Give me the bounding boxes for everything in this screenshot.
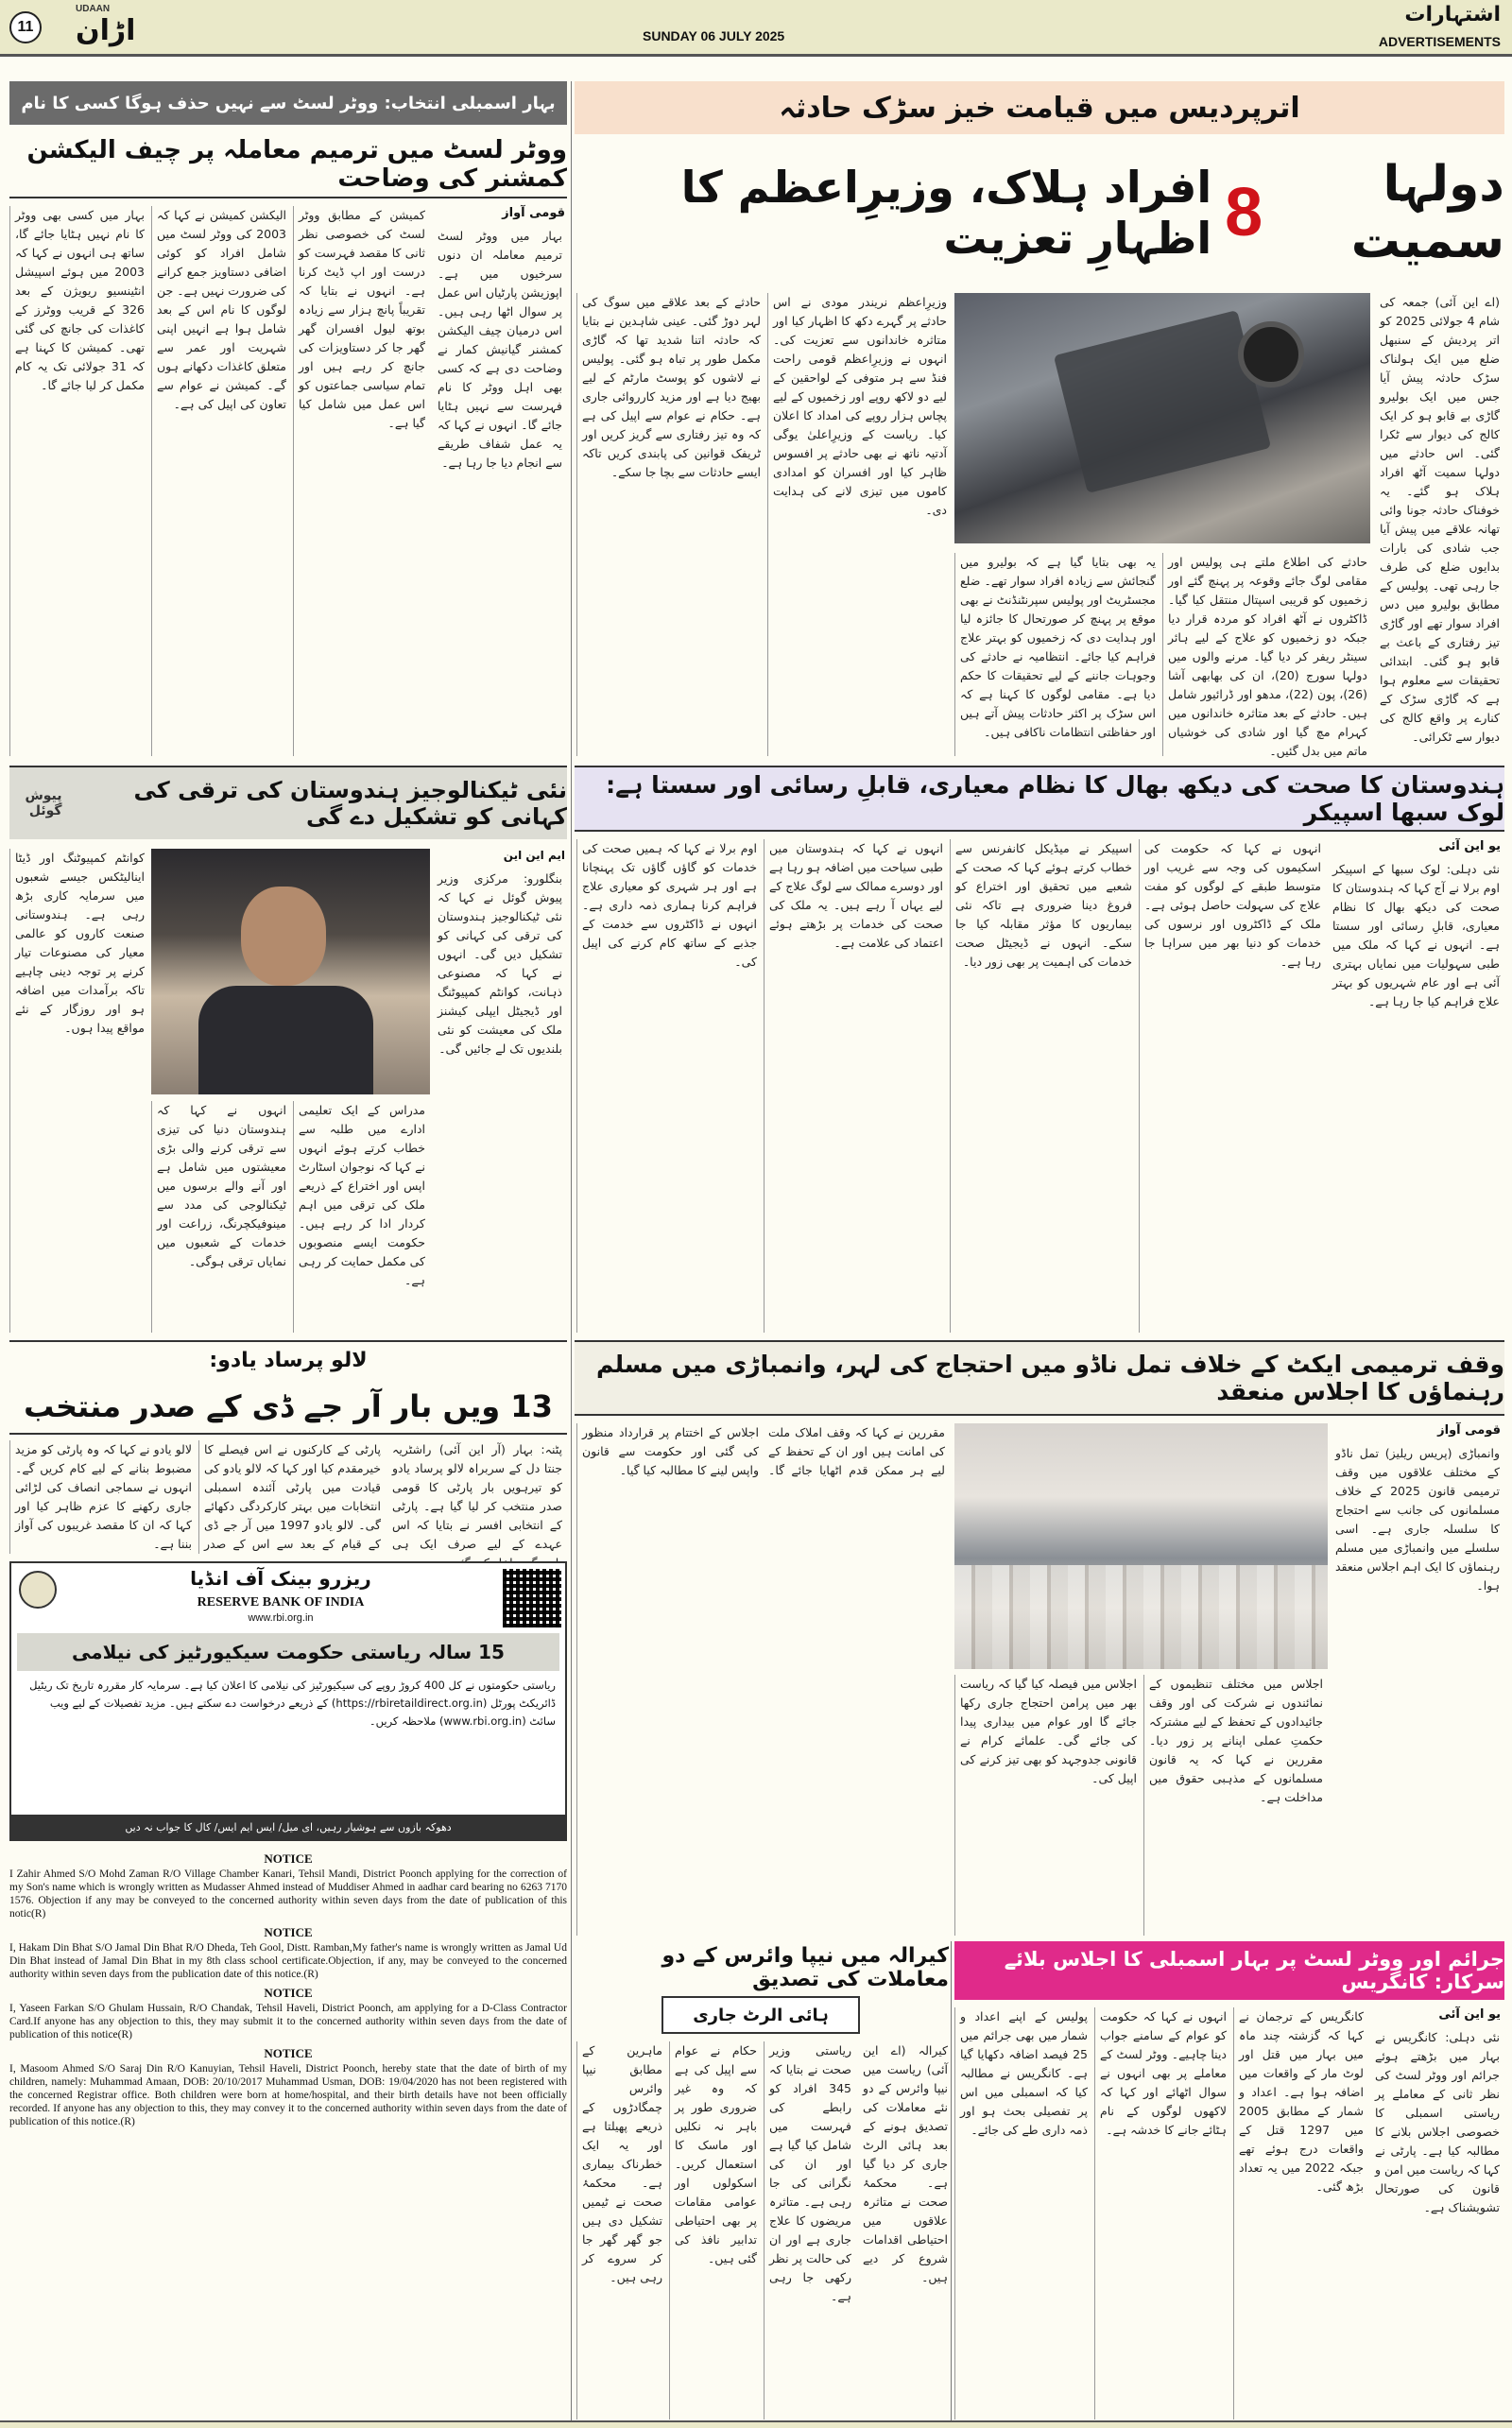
gutter-rule	[951, 1941, 952, 2420]
lead-col-4: وزیرِاعظم نریندر مودی نے اس حادثے پر گہرے دکھ کا اظہار کیا اور متاثرہ خاندانوں سے تعزیت کی۔ انہوں نے وزیرِاعظم قومی راحت فنڈ سے ہر متوفی کے لواحقین کے لیے دو لاکھ روپے اور زخمیوں کے لیے پچاس ہزار روپے کی امداد کا اعلان کیا۔ ریاست کے وزیرِاعلیٰ یوگی آدتیہ ناتھ نے بھی حادثے پر افسوس ظاہر کیا اور افسران کو امدادی کاموں میں تیزی لانے کی ہدایت دی۔	[767, 293, 952, 756]
kerala-col-2: ریاستی وزیر صحت نے بتایا کہ 345 افراد کو رابطے کی فہرست میں شامل کیا گیا ہے اور ان کی نگرانی کی جا رہی ہے۔ متاثرہ مریضوں کا علاج جاری ہے اور ان کی حالت پر نظر رکھی جا رہی ہے۔	[764, 2041, 856, 2419]
crime-col-3: انہوں نے کہا کہ حکومت کو عوام کے سامنے جواب دینا چاہیے۔ ووٹر لسٹ کے معاملے پر بھی انہوں نے سوال اٹھائے اور کہا کہ لاکھوں لوگوں کے نام ہٹائے جانے کا خدشہ ہے۔	[1094, 2007, 1231, 2419]
health-col-4: انہوں نے کہا کہ ہندوستان میں طبی سیاحت میں اضافہ ہو رہا ہے اور دوسرے ممالک سے لوگ علاج کے لیے یہاں آ رہے ہیں۔ یہ ملک کی صحت کی خدمات پر بڑھتے ہوئے اعتماد کی علامت ہے۔	[764, 839, 948, 1333]
waqf-headline-box	[575, 1340, 1504, 1416]
lead-headline-part2: افراد ہلاک، وزیرِاعظم کا اظہارِ تعزیت	[680, 162, 1212, 264]
lead-headline-number: 8	[1225, 175, 1263, 250]
bihar-col-4: بہار میں کسی بھی ووٹر کا نام نہیں ہٹایا جائے گا، ساتھ ہی انہوں نے کہا کہ 2003 میں ہوئے اسپیشل انٹینسیو ریویژن کے بعد 326 کے قریب ووٹرز کے کاغذات کی جانچ کی گئی تھی۔ کمیشن کا کہنا ہے کہ 31 جولائی تک یہ کام مکمل کر لیا جائے گا۔	[9, 206, 149, 756]
kerala-headline: کیرالہ میں نیپا وائرس کے دو معاملات کی تصدیق	[662, 1944, 949, 1991]
kerala-col-1: کیرالہ (اے این آئی) ریاست میں نیپا وائرس کے دو نئے معاملات کی تصدیق ہونے کے بعد ہائی الرٹ جاری کر دیا گیا ہے۔ محکمۂ صحت نے متاثرہ علاقوں میں احتیاطی اقدامات شروع کر دیے ہیں۔	[863, 2043, 948, 2284]
waqf-col-2: اجلاس میں مختلف تنظیموں کے نمائندوں نے شرکت کی اور وقف جائیدادوں کے تحفظ کے لیے مشترکہ حکمتِ عملی اپنانے پر زور دیا۔ مقررین نے کہا کہ یہ قانون مسلمانوں کے مذہبی حقوق میں مداخلت ہے۔	[1143, 1675, 1328, 1936]
notice-text: I, Masoom Ahmed S/O Saraj Din R/O Kanuyian, Tehsil Haveli, District Poonch, hereby state that the date of birth of my children, namely: Muhammad Amaan, DOB: 20/10/2017 Muhammad Usman, DOB: 19/04/2020 has not been registered with the concerned Registrar office. Both children were born at home/hospital, and their birth details have not been officially recorded. If anyone has any objection to this, they may convey it to the concerned authority within seven days from the date of publication of this notice.(R)	[9, 2063, 567, 2127]
health-col-5: اوم برلا نے کہا کہ ہمیں صحت کی خدمات کو گاؤں گاؤں تک پہنچانا ہے اور ہر شہری کو معیاری علاج فراہم کرنا ہماری ذمہ داری ہے۔ انہوں نے ڈاکٹروں سے خدمت کے جذبے کے ساتھ کام کرنے کی اپیل کی۔	[576, 839, 762, 1333]
paper-name-en: UDAAN	[76, 4, 111, 14]
lead-col-3: یہ بھی بتایا گیا ہے کہ بولیرو میں گنجائش سے زیادہ افراد سوار تھے۔ ضلع مجسٹریٹ اور پولیس سپرنٹنڈنٹ نے بھی موقع پر پہنچ کر صورتحال کا جائزہ لیا اور ہدایت دی کہ زخمیوں کو بہتر علاج فراہم کیا جائے۔ انتظامیہ نے حادثے کی وجوہات جاننے کے لیے تحقیقات کا حکم دیا ہے۔ مقامی لوگوں کا کہنا ہے کہ اس سڑک پر اکثر حادثات پیش آتے ہیں اور حفاظتی انتظامات ناکافی ہیں۔	[954, 553, 1160, 756]
health-headline: ہندوستان کا صحت کی دیکھ بھال کا نظام معیاری، قابلِ رسائی اور سستا ہے: لوک سبھا اسپیکر	[606, 771, 1504, 826]
section-title-ur: اشتہارات	[1404, 3, 1501, 26]
bihar-kicker-banner	[9, 81, 567, 125]
piyush-goyal-photo	[151, 849, 430, 1094]
rbi-body: ریاستی حکومتوں نے کل 400 کروڑ روپے کی سیکیورٹیز کی نیلامی کا اعلان کیا ہے۔ سرمایہ کار مقررہ تاریخ تک ریٹیل ڈائریکٹ پورٹل (https://rbiretaildirect.org.in) کے ذریعے درخواست دے سکتے ہیں۔ مزید تفصیلات کے لیے ویب سائٹ (www.rbi.org.in) ملاحظہ کریں۔	[29, 1679, 556, 1728]
crime-headline: جرائم اور ووٹر لسٹ پر بہار اسمبلی کا اجلاس بلائے سرکار: کانگریس	[1004, 1948, 1504, 1993]
kerala-headline-box	[575, 1941, 949, 1994]
kerala-subhead-box	[662, 1996, 860, 2034]
lalu-headline-box	[9, 1380, 567, 1435]
notice-text: I, Hakam Din Bhat S/O Jamal Din Bhat R/O Dheda, Teh Gool, Distt. Ramban,My father's name is wrongly written as Jamal Ud Din Bhat instead of Jamal Din Bhat in my 8th class school certificate.Objection, if any, may be conveyed to the concerned authority within seven days from the publication date of this notice.(R)	[9, 1942, 567, 1980]
waqf-col-4: مقررین نے کہا کہ وقف املاک ملت کی امانت ہیں اور ان کے تحفظ کے لیے ہر ممکن قدم اٹھایا جائے گا۔ اجلاس کے اختتام پر قرارداد منظور کی گئی اور حکومت سے قانون واپس لینے کا مطالبہ کیا گیا۔	[576, 1423, 950, 1936]
waqf-col-3: اجلاس میں فیصلہ کیا گیا کہ ریاست بھر میں پرامن احتجاج جاری رکھا جائے گا اور عوام میں بیداری پیدا کی جائے گی۔ علمائے کرام نے قانونی جدوجہد کو بھی تیز کرنے کی اپیل کی۔	[954, 1675, 1142, 1936]
tech-col-2: مدراس کے ایک تعلیمی ادارے میں طلبہ سے خطاب کرتے ہوئے انہوں نے کہا کہ نوجوان اسٹارٹ اپس اور اختراع کے ذریعے ملک کی ترقی میں اہم کردار ادا کر رہے ہیں۔ حکومت ایسے منصوبوں کی مکمل حمایت کر رہی ہے۔	[293, 1101, 430, 1333]
section-title-en: ADVERTISEMENTS	[1378, 34, 1501, 49]
notice-text: I, Yaseen Farkan S/O Ghulam Hussain, R/O Chandak, Tehsil Haveli, District Poonch, am applying for a D-Class Contractor Card.If anyone has any objection to this, they may submit it to the concerned authority within seven days from the date of publication of this notice(R)	[9, 2003, 567, 2041]
rbi-title-en: RESERVE BANK OF INDIA	[197, 1595, 365, 1610]
rbi-advertisement	[9, 1561, 567, 1841]
lalu-kicker-box	[9, 1340, 567, 1378]
kerala-subhead: ہائی الرٹ جاری	[693, 2005, 829, 2025]
notice-title: NOTICE	[264, 1851, 313, 1866]
masthead	[0, 0, 1512, 57]
rbi-website: www.rbi.org.in	[248, 1612, 314, 1624]
lalu-col-1: پٹنہ: بہار (آر این آئی) راشٹریہ جنتا دل کے سربراہ لالو پرساد یادو کو تیرہویں بار پارٹی کا قومی صدر منتخب کر لیا گیا ہے۔ پارٹی کے انتخابی افسر نے بتایا کہ اس عہدے کے لیے صرف ایک ہی	[392, 1442, 562, 1551]
tech-byline: ایم این این	[503, 849, 565, 862]
bihar-col-2: کمیشن کے مطابق ووٹر لسٹ کی خصوصی نظر ثانی کا مقصد فہرست کو درست اور اپ ڈیٹ کرنا ہے۔ انہوں نے بتایا کہ تقریباً پانچ ہزار سے زیادہ بوتھ لیول افسران گھر گھر جا کر دستاویزات کی جانچ کر رہے ہیں اور تمام سیاسی جماعتوں کو اس عمل میں شامل کیا گیا ہے۔	[293, 206, 430, 756]
rbi-emblem-icon	[19, 1571, 57, 1609]
waqf-headline: وقف ترمیمی ایکٹ کے خلاف تمل ناڈو میں احتجاج کی لہر، وانمباڑی میں مسلم رہنماؤں کا اجلاس منعقد	[596, 1351, 1504, 1405]
gutter-rule	[571, 81, 572, 2420]
bihar-headline-box	[9, 132, 567, 198]
rbi-headline: 15 سالہ ریاستی حکومت سیکیورٹیز کی نیلامی	[17, 1633, 559, 1671]
tech-col-1: بنگلورو: مرکزی وزیر پیوش گوئل نے کہا کہ نئی ٹیکنالوجیز ہندوستان کی ترقی کی کہانی کو تشکیل دیں گی۔ انہوں نے کہا کہ مصنوعی ذہانت، کوانٹم کمپیوٹنگ اور ڈیجیٹل ایپلی کیشنز ملک کی معیشت کو نئی بلندیوں تک لے جائیں گی۔	[438, 871, 562, 1056]
page-number: 11	[9, 11, 42, 43]
kerala-col-4: ماہرین کے مطابق نیپا وائرس چمگادڑوں کے ذریعے پھیلتا ہے اور یہ ایک خطرناک بیماری ہے۔ محکمۂ صحت نے ٹیمیں تشکیل دی ہیں جو گھر گھر جا کر سروے کر رہی ہیں۔	[576, 2041, 667, 2419]
tech-attribution: پیوش گوئل	[25, 788, 62, 818]
notice-title: NOTICE	[264, 2046, 313, 2060]
page-footer-bar	[0, 2420, 1512, 2428]
lead-col-5: حادثے کے بعد علاقے میں سوگ کی لہر دوڑ گئی۔ عینی شاہدین نے بتایا کہ حادثہ اتنا شدید تھا کہ گاڑی مکمل طور پر تباہ ہو گئی۔ پولیس نے لاشوں کو پوسٹ مارٹم کے لیے بھیج دیا ہے اور مزید کارروائی جاری ہے۔ حکام نے عوام سے اپیل کی ہے کہ وہ تیز رفتاری سے گریز کریں اور ٹریفک قوانین کی پابندی کریں تاکہ ایسے حادثات سے بچا جا سکے۔	[576, 293, 765, 756]
crime-col-1: نئی دہلی: کانگریس نے بہار میں بڑھتے ہوئے جرائم اور ووٹر لسٹ کی نظر ثانی کے معاملے پر ریاستی اسمبلی کا خصوصی اجلاس بلانے کا مطالبہ کیا ہے۔ پارٹی نے کہا کہ ریاست میں امن و قانون کی صورتحال تشویشناک ہے۔	[1374, 2030, 1500, 2214]
lalu-col-2: پارٹی کے کارکنوں نے اس فیصلے کا خیرمقدم کیا اور کہا کہ لالو یادو کی قیادت میں پارٹی آئندہ اسمبلی انتخابات میں بہتر کارکردگی دکھائے گی۔ لالو یادو 1997 میں آر جے ڈی کے قیام کے بعد سے اس کے صدر	[198, 1440, 386, 1554]
lalu-headline: 13 ویں بار آر جے ڈی کے صدر منتخب	[24, 1388, 553, 1424]
bihar-col-3: الیکشن کمیشن نے کہا کہ 2003 کی ووٹر لسٹ میں شامل افراد کو کوئی اضافی دستاویز جمع کرانے کی ضرورت نہیں ہے۔ جن لوگوں کا نام اس کے بعد شامل ہوا ہے انہیں اپنی شہریت اور عمر سے متعلق کاغذات دکھانے ہوں گے۔ کمیشن نے عوام سے تعاون کی اپیل کی ہے۔	[151, 206, 291, 756]
qr-code-icon	[503, 1569, 561, 1627]
issue-date: SUNDAY 06 JULY 2025	[643, 28, 785, 43]
health-byline: یو این آئی	[1438, 839, 1501, 853]
lead-headline	[575, 142, 1504, 284]
lalu-kicker: لالو پرساد یادو:	[209, 1348, 368, 1372]
lead-kicker: اترپردیس میں قیامت خیز سڑک حادثہ	[779, 91, 1300, 125]
crime-col-2: کانگریس کے ترجمان نے کہا کہ گزشتہ چند ماہ میں بہار میں قتل اور لوٹ مار کے واقعات میں اضافہ ہوا ہے۔ اعداد و شمار کے مطابق 2005 میں 1297 قتل کے واقعات درج ہوئے تھے جبکہ 2022 میں یہ تعداد بڑھ گئی۔	[1233, 2007, 1368, 2419]
health-col-1: نئی دہلی: لوک سبھا کے اسپیکر اوم برلا نے آج کہا کہ ہندوستان کا صحت کی دیکھ بھال کا نظام معیاری، قابلِ رسائی اور سستا ہے۔ انہوں نے کہا کہ ملک میں طبی سہولیات میں نمایاں بہتری آئی ہے اور عام شہریوں کو بہتر علاج فراہم کیا جا رہا ہے۔	[1332, 862, 1500, 1008]
tech-col-4: کوانٹم کمپیوٹنگ اور ڈیٹا اینالیٹکس جیسے شعبوں میں سرمایہ کاری بڑھ رہی ہے۔ ہندوستانی صنعت کاروں کو عالمی معیار کی مصنوعات تیار کرنے پر توجہ دینی چاہیے تاکہ برآمدات میں اضافہ ہو اور روزگار کے نئے مواقع پیدا ہوں۔	[9, 849, 149, 1333]
lead-col-2: حادثے کی اطلاع ملتے ہی پولیس اور مقامی لوگ جائے وقوعہ پر پہنچ گئے اور زخمیوں کو قریبی اسپتال منتقل کیا گیا۔ ڈاکٹروں نے آٹھ افراد کو مردہ قرار دیا جبکہ دو زخمیوں کو علاج کے لیے ہائر سینٹر ریفر کر دیا گیا۔ مرنے والوں میں دولہا سورج (20)، ان کی بھابھی آشا (26)، پون (22)، مدھو اور ڈرائیور شامل ہیں۔ حادثے کے بعد متاثرہ خاندانوں میں کہرام مچ گیا اور شادی کی خوشیاں ماتم میں بدل گئیں۔	[1162, 553, 1372, 756]
notice-text: I Zahir Ahmed S/O Mohd Zaman R/O Village Chamber Kanari, Tehsil Mandi, District Poonch applying for the correction of my Son's name which is wrongly written as Mudasser Ahmed instead of Muddiser Ahmed in aadhar card bearing no 6263 7170 1576. Objection if any may be conveyed to the concerned authority within seven days from the date of publication of this notic(R)	[9, 1868, 567, 1920]
notice-title: NOTICE	[264, 1925, 313, 1939]
tech-headline: نئی ٹیکنالوجیز ہندوستان کی ترقی کی کہانی کو تشکیل دے گی	[133, 777, 567, 830]
rbi-footer: دھوکہ بازوں سے ہوشیار رہیں، ای میل/ ایس ایم ایس/ کال کا جواب نہ دیں	[11, 1815, 565, 1839]
health-col-3: اسپیکر نے میڈیکل کانفرنس سے خطاب کرتے ہوئے کہا کہ صحت کے شعبے میں تحقیق اور اختراع کو فروغ دینا ضروری ہے تاکہ نئی بیماریوں کا مؤثر مقابلہ کیا جا سکے۔ انہوں نے ڈیجیٹل صحت خدمات کی اہمیت پر بھی زور دیا۔	[950, 839, 1137, 1333]
waqf-meeting-photo	[954, 1423, 1328, 1669]
crime-headline-banner	[954, 1941, 1504, 2000]
tech-col-3: انہوں نے کہا کہ ہندوستان دنیا کی تیزی سے ترقی کرنے والی بڑی معیشتوں میں شامل ہے اور آنے والے برسوں میں ٹیکنالوجی کی مدد سے مینوفیکچرنگ، زراعت اور خدمات کے شعبوں میں نمایاں ترقی ہوگی۔	[151, 1101, 291, 1333]
crime-byline: یو این آئی	[1438, 2007, 1501, 2022]
health-col-2: انہوں نے کہا کہ حکومت کی اسکیموں کی وجہ سے غریب اور متوسط طبقے کے لوگوں کو مفت علاج کی سہولت حاصل ہوئی ہے۔ ملک کے ڈاکٹروں اور نرسوں کی خدمات کو دنیا بھر میں سراہا جا رہا ہے۔	[1139, 839, 1326, 1333]
health-headline-banner	[575, 766, 1504, 832]
lead-col-1: (اے این آئی) جمعہ کی شام 4 جولائی 2025 کو اتر پردیش کے سنبھل ضلع میں ایک ہولناک سڑک حادثہ پیش آیا جس میں ایک بولیرو گاڑی بے قابو ہو کر ایک کالج کی دیوار سے ٹکرا گئی۔ اس حادثے میں دولہا سمیت آٹھ افراد ہلاک ہو گئے۔ یہ خوفناک حادثہ جونا وائی تھانہ علاقے میں پیش آیا جب شادی کی بارات بدایوں ضلع کی طرف جا رہی تھی۔ پولیس کے مطابق بولیرو میں دس افراد سوار تھے اور گاڑی تیز رفتاری کے باعث بے قابو ہو گئی۔ ابتدائی تحقیقات سے معلوم ہوا ہے کہ گاڑی سڑک کے کنارے پر واقع کالج کی دیوار سے ٹکرائی۔	[1380, 295, 1500, 744]
lalu-col-3: لالو یادو نے کہا کہ وہ پارٹی کو مزید مضبوط بنانے کے لیے کام کریں گے۔ انہوں نے سماجی انصاف کی لڑائی جاری رکھنے کا عزم ظاہر کیا اور کہا کہ ان کا مقصد غریبوں کی آواز بننا ہے۔	[9, 1440, 197, 1554]
bihar-kicker: بہار اسمبلی انتخاب: ووٹر لسٹ سے نہیں حذف ہوگا کسی کا نام	[21, 93, 556, 113]
bihar-byline: قومی آواز	[502, 206, 565, 220]
crime-col-4: پولیس کے اپنے اعداد و شمار میں بھی جرائم میں 25 فیصد اضافہ دکھایا گیا ہے۔ کانگریس نے مطالبہ کیا کہ اسمبلی میں اس پر تفصیلی بحث ہو اور ذمہ داری طے کی جائے۔	[954, 2007, 1092, 2419]
bihar-col-1: بہار میں ووٹر لسٹ ترمیم معاملہ ان دنوں سرخیوں میں ہے۔ اپوزیشن پارٹیاں اس عمل پر سوال اٹھا رہی ہیں۔ اس درمیان چیف الیکشن کمشنر گیانیش کمار نے وضاحت دی ہے کہ کسی بھی اہل ووٹر کا نام فہرست سے نہیں ہٹایا جائے گا۔ انہوں نے کہا کہ یہ عمل شفاف طریقے سے انجام دیا جا رہا ہے۔	[438, 229, 562, 470]
waqf-col-1: وانمباڑی (پریس ریلیز) تمل ناڈو کے مختلف علاقوں میں وقف ترمیمی قانون 2025 کے خلاف مسلمانوں کی جانب سے احتجاج کا سلسلہ جاری ہے۔ اسی سلسلے میں وانمباڑی میں مسلم رہنماؤں کا ایک اہم اجلاس منعقد ہوا۔	[1335, 1446, 1500, 1593]
accident-photo	[954, 293, 1370, 543]
lead-headline-part1: دولہا سمیت	[1350, 156, 1504, 269]
notices-section	[9, 1847, 567, 2423]
lead-kicker-banner	[575, 81, 1504, 134]
paper-logo: اڑان	[76, 14, 136, 47]
bihar-headline: ووٹر لسٹ میں ترمیم معاملہ پر چیف الیکشن کمشنر کی وضاحت	[26, 136, 567, 193]
tech-headline-banner	[9, 766, 567, 839]
notice-title: NOTICE	[264, 1986, 313, 2000]
kerala-col-3: حکام نے عوام سے اپیل کی ہے کہ وہ غیر ضروری طور پر باہر نہ نکلیں اور ماسک کا استعمال کریں۔ اسکولوں اور عوامی مقامات پر بھی احتیاطی تدابیر نافذ کی گئی ہیں۔	[669, 2041, 762, 2419]
waqf-byline: قومی آواز	[1437, 1423, 1501, 1438]
rbi-title-ur: ریزرو بینک آف انڈیا	[190, 1567, 371, 1590]
